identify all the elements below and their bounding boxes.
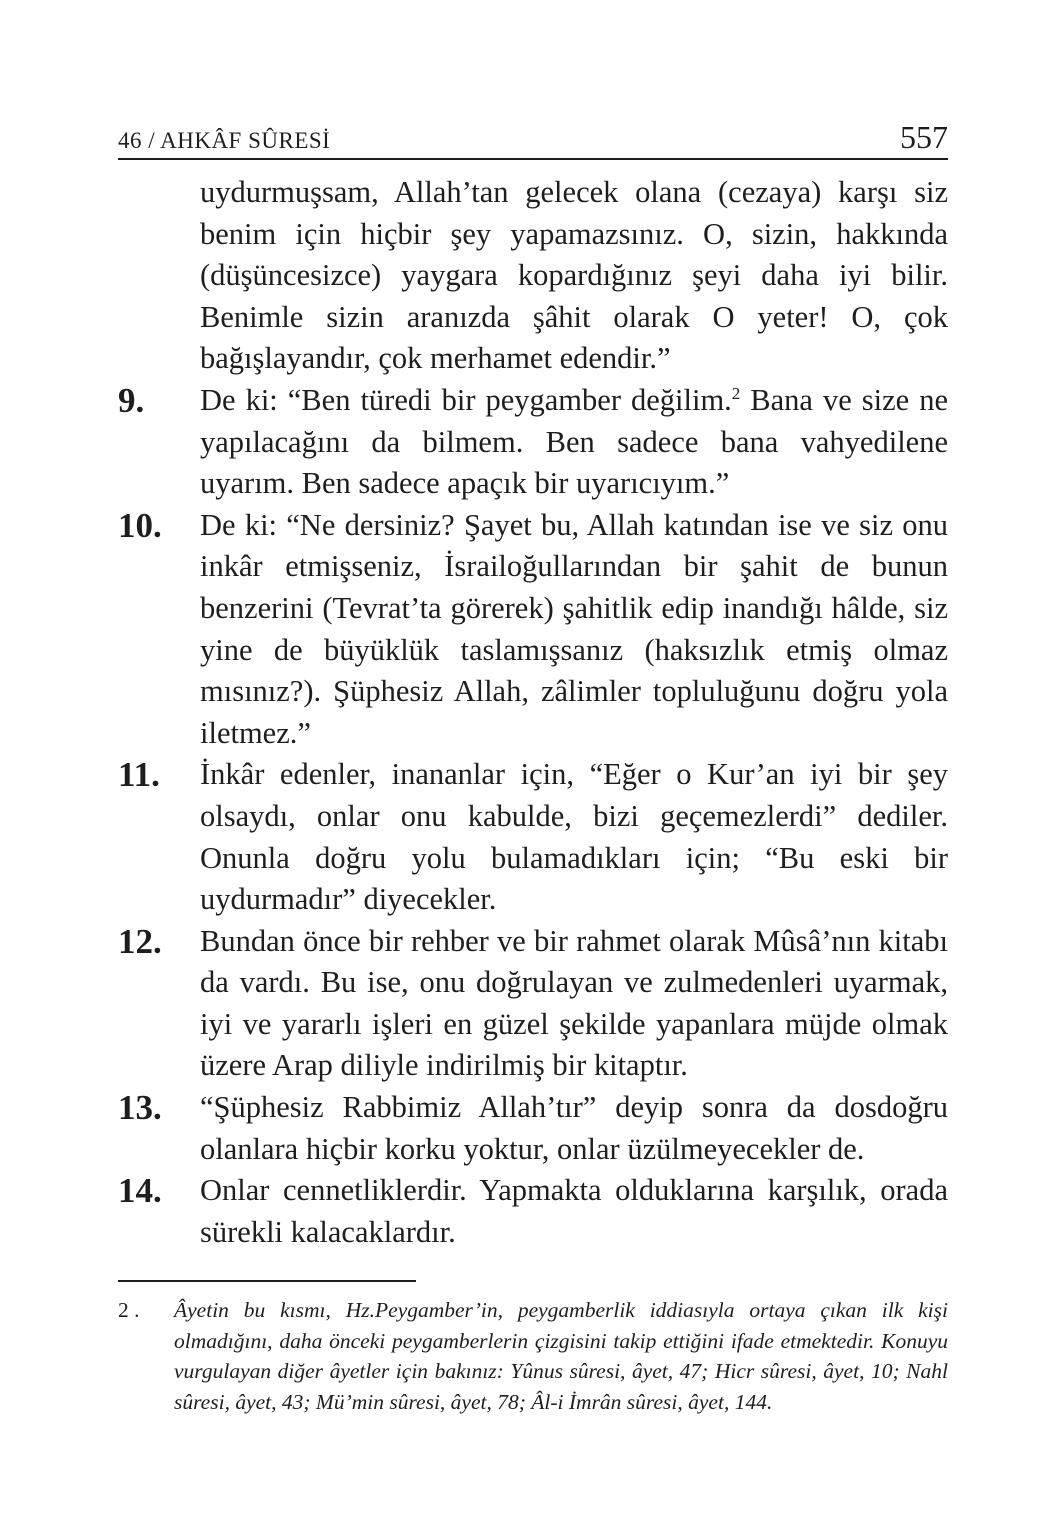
- footnote-text: Âyetin bu kısmı, Hz.Peygamber’in, peygamberlik iddiasıyla ortaya çıkan ilk kişi olmadığını, daha önceki peygamberlerin çizgisini takip ettiğini ifade etmektedir. Konuyu vurgulayan diğer âyetler için bakınız: Yûnus sûresi, âyet, 47; Hicr sûresi, âyet, 10; Nahl sûresi, âyet, 43; Mü’min sûresi, âyet, 78; Âl-i İmrân sûresi, âyet, 144.: [174, 1298, 948, 1414]
- verse-text: “Şüphesiz Rabbimiz Allah’tır” deyip sonra da dosdoğru olanlara hiçbir korku yoktur, onlar üzülmeyecekler de.: [200, 1090, 948, 1166]
- page-number: 557: [900, 119, 948, 155]
- verse-text: [200, 380, 948, 505]
- verse-13: [118, 1087, 948, 1170]
- continuation-text: uydurmuşsam, Allah’tan gelecek olana (cezaya) karşı siz benim için hiçbir şey yapamazsınız. O, sizin, hakkında (düşüncesizce) yaygara kopardığınız şeyi daha iyi bilir. Benimle sizin aranızda şâhit olarak O yeter! O, çok bağışlayandır, çok merhamet edendir.”: [200, 175, 948, 376]
- verse-number: 11.: [118, 755, 160, 795]
- verse-list: [118, 172, 948, 1253]
- footnote-reference[interactable]: 2: [731, 383, 741, 403]
- verse-number: 14.: [118, 1171, 162, 1211]
- running-head: 46 / AHKÂF SÛRESİ: [118, 128, 331, 153]
- verse-number: 13.: [118, 1088, 162, 1128]
- verse-text-part: Bana ve size ne yapılacağını da bilmem. Ben sadece bana vahyedilene uyarım. Ben sadece apaçık bir uyarıcıyım.”: [200, 382, 948, 501]
- verse-text: De ki: “Ne dersiniz? Şayet bu, Allah katından ise ve siz onu inkâr etmişseniz, İsrailoğullarından bir şahit de bunun benzerini (Tevrat’ta görerek) şahitlik edip inandığı hâlde, siz yine de büyüklük taslamışsanız (haksızlık etmiş olmaz mısınız?). Şüphesiz Allah, zâlimler topluluğunu doğru yola iletmez.”: [200, 507, 948, 750]
- verse-12: [118, 921, 948, 1087]
- page-header: [118, 108, 948, 160]
- verse-text-part: De ki: “Ben türedi bir peygamber değilim.: [200, 382, 732, 417]
- verse-text: İnkâr edenler, inananlar için, “Eğer o Kur’an iyi bir şey olsaydı, onlar onu kabulde, bizi geçemezlerdi” dediler. Onunla doğru yolu bulamadıkları için; “Bu eski bir uydurmadır” diyecekler.: [200, 757, 948, 917]
- verse-9: [118, 380, 948, 505]
- verse-text: Bundan önce bir rehber ve bir rahmet olarak Mûsâ’nın kitabı da vardı. Bu ise, onu doğrulayan ve zulmedenleri uyarmak, iyi ve yararlı işleri en güzel şekilde yapanlara müjde olmak üzere Arap diliyle indirilmiş bir kitaptır.: [200, 923, 948, 1083]
- verse-14: [118, 1170, 948, 1253]
- verse-10: [118, 505, 948, 755]
- footnote-divider: [118, 1280, 416, 1282]
- footnote: [118, 1295, 948, 1417]
- verse-continuation: [118, 172, 948, 380]
- verse-text: Onlar cennetliklerdir. Yapmakta olduklarına karşılık, orada sürekli kalacaklardır.: [200, 1173, 948, 1249]
- verse-number: 10.: [118, 505, 162, 545]
- verse-11: [118, 754, 948, 920]
- verse-number: 12.: [118, 921, 162, 961]
- verse-number: 9.: [118, 380, 145, 420]
- footnote-number: 2 .: [118, 1298, 140, 1322]
